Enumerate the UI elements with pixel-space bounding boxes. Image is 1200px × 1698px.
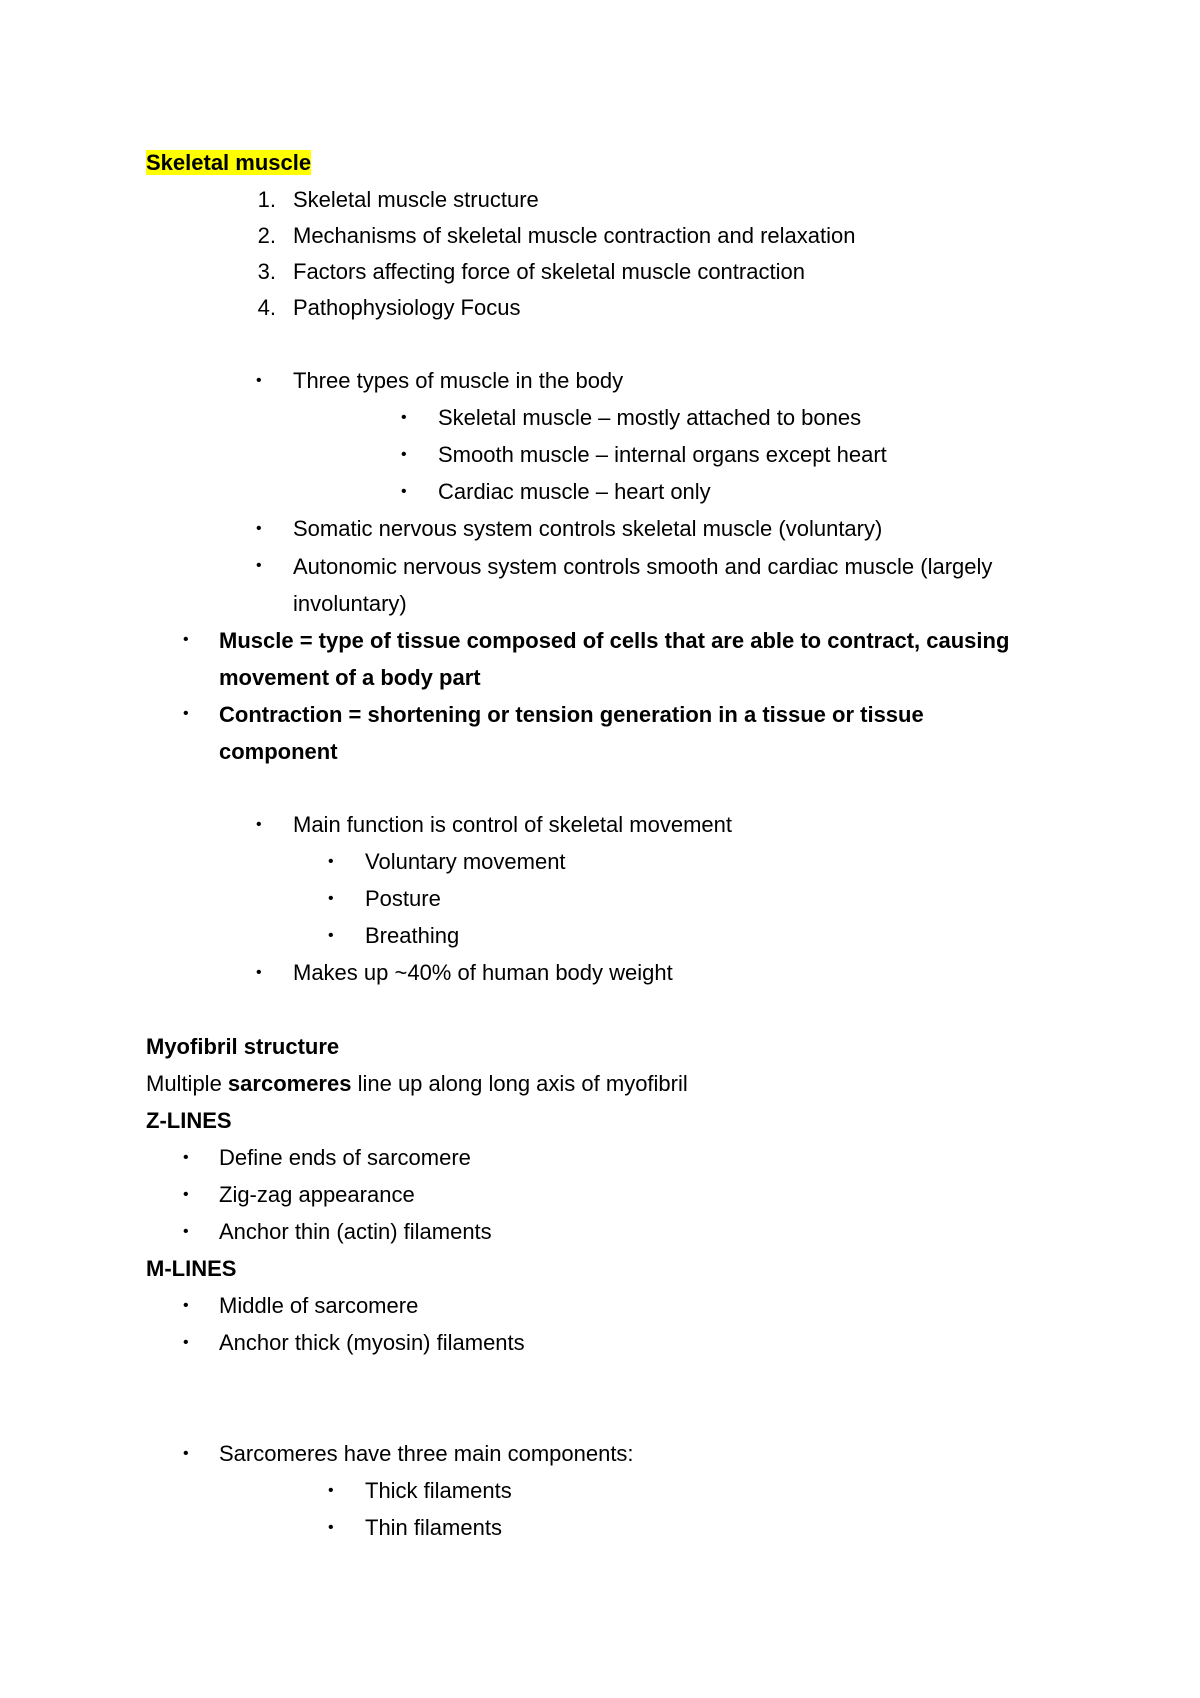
bullet-icon: • — [328, 890, 334, 907]
page-title — [146, 145, 311, 181]
bullet-icon: • — [183, 1186, 189, 1203]
list-item-muscle-types: Three types of muscle in the body — [293, 368, 624, 393]
list-item-skeletal: Skeletal muscle – mostly attached to bones — [438, 405, 862, 430]
bullet-icon: • — [328, 1519, 334, 1536]
outline-item: Mechanisms of skeletal muscle contraction and relaxation — [293, 223, 856, 248]
outline-item: Pathophysiology Focus — [293, 295, 521, 320]
list-item-z-3: Anchor thin (actin) filaments — [219, 1219, 492, 1244]
bullet-icon: • — [401, 446, 407, 463]
list-item-smooth: Smooth muscle – internal organs except heart — [438, 442, 887, 467]
list-item-body-weight: Makes up ~40% of human body weight — [293, 960, 673, 985]
outline-number: 2. — [257, 223, 276, 248]
definition-contraction: Contraction = shortening or tension generation in a tissue or tissue component — [219, 702, 924, 764]
bullet-icon: • — [256, 816, 262, 833]
list-item-cardiac: Cardiac muscle – heart only — [438, 479, 711, 504]
bullet-icon: • — [328, 853, 334, 870]
intro-post: line up along long axis of myofibril — [351, 1071, 688, 1096]
list-item-posture: Posture — [365, 886, 441, 911]
bullet-icon: • — [328, 1482, 334, 1499]
list-item-thick: Thick filaments — [365, 1478, 512, 1503]
myofibril-intro — [146, 1066, 688, 1102]
list-item-m-2: Anchor thick (myosin) filaments — [219, 1330, 525, 1355]
bullet-icon: • — [328, 927, 334, 944]
bullet-icon: • — [256, 964, 262, 981]
bullet-icon: • — [183, 631, 189, 648]
bullet-icon: • — [183, 1149, 189, 1166]
section-heading-m-lines: M-LINES — [146, 1256, 237, 1281]
section-heading-myofibril: Myofibril structure — [146, 1034, 340, 1059]
intro-sarcomeres: sarcomeres — [227, 1071, 352, 1096]
bullet-icon: • — [401, 409, 407, 426]
list-item-main-function: Main function is control of skeletal movement — [293, 812, 732, 837]
list-item-breathing: Breathing — [365, 923, 460, 948]
list-item-components: Sarcomeres have three main components: — [219, 1441, 634, 1466]
title-highlight: Skeletal muscle — [146, 150, 312, 175]
bullet-icon: • — [256, 557, 262, 574]
definition-muscle: Muscle = type of tissue composed of cells that are able to contract, causing movement of a body part — [219, 628, 1010, 690]
bullet-icon: • — [256, 520, 262, 537]
list-item-z-2: Zig-zag appearance — [219, 1182, 415, 1207]
list-item-m-1: Middle of sarcomere — [219, 1293, 419, 1318]
bullet-icon: • — [183, 1223, 189, 1240]
outline-number: 3. — [257, 259, 276, 284]
outline-number: 4. — [257, 295, 276, 320]
list-item-voluntary: Voluntary movement — [365, 849, 566, 874]
list-item-somatic: Somatic nervous system controls skeletal muscle (voluntary) — [293, 516, 883, 541]
bullet-icon: • — [183, 1297, 189, 1314]
list-item-thin: Thin filaments — [365, 1515, 502, 1540]
outline-item: Skeletal muscle structure — [293, 187, 539, 212]
section-heading-z-lines: Z-LINES — [146, 1108, 232, 1133]
outline-number: 1. — [257, 187, 276, 212]
list-item-z-1: Define ends of sarcomere — [219, 1145, 471, 1170]
bullet-icon: • — [183, 705, 189, 722]
list-item-autonomic: Autonomic nervous system controls smooth and cardiac muscle (largely involuntary) — [293, 554, 993, 616]
bullet-icon: • — [256, 372, 262, 389]
bullet-icon: • — [401, 483, 407, 500]
bullet-icon: • — [183, 1334, 189, 1351]
bullet-icon: • — [183, 1445, 189, 1462]
outline-item: Factors affecting force of skeletal muscle contraction — [293, 259, 805, 284]
intro-pre: Multiple — [146, 1071, 228, 1096]
